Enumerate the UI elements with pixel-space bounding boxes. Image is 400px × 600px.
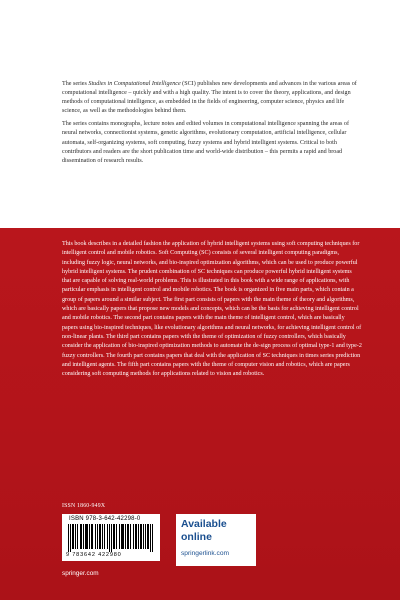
available-online-badge [176, 514, 256, 566]
available-label: Available [181, 518, 227, 530]
series-text-a: The series [62, 81, 89, 87]
issn-label: ISSN 1860-949X [62, 503, 106, 509]
series-title-italic: Studies in Computational Intelligence [88, 81, 181, 87]
barcode-block [62, 514, 160, 561]
isbn-label: ISBN 978-3-642-42298-0 [69, 516, 141, 522]
barcode-image [68, 524, 154, 552]
barcode-digits: 9 783642 422980 [66, 552, 122, 558]
online-label: online [181, 531, 212, 543]
publisher-url: springer.com [62, 570, 99, 577]
book-description: This book describes in a detailed fashion the application of hybrid intelligent systems using soft computing techniques for intelligent control and mobile robotics. Soft Computing (SC) consists of several intelligent computing paradigms, including fuzzy logic, neural networks, and bio-inspired optimization algorithms, which can be used to produce powerful hybrid intelligent systems. The prudent combination of SC techniques can produce powerful hybrid intelligent systems that are capable of solving real-world problems. This is illustrated in this book with a wide range of applications, with particular emphasis in intelligent control and mobile robotics. The book is organized in five main parts, which contain a group of papers around a similar subject. The first part consists of papers with the main theme of theory and algorithms, which are basically papers that propose new models and concepts, which can be the basis for achieving intelligent control and mobile robotics. The second part contains papers with the main theme of intelligent control, which are basically papers using bio-inspired techniques, like evolutionary algorithms and neural networks, for achieving intelligent control of non-linear plants. The third part contains papers with the theme of optimization of fuzzy controllers, which basically consider the application of bio-inspired optimization methods to automate the de-sign process of optimal type-1 and type-2 fuzzy controllers. The fourth part contains papers that deal with the application of SC techniques in times series prediction and intelligent agents. The fifth part contains papers with the theme of computer vision and robotics, which are papers considering soft computing methods for applications related to vision and robotics. [62, 241, 362, 378]
series-text-b: (SCI) publishes new developments and advances in the various areas of computational intelligence – quickly and with a high quality. The intent is to cover the theory, applications, and design methods of computational intelligence, as embedded in the fields of engineering, computer science, physics and life science, as well as the methodologies behind them. [62, 81, 357, 115]
series-paragraph-2: The series contains monographs, lecture notes and edited volumes in computational intelligence spanning the areas of neural networks, connectionist systems, genetic algorithms, evolutionary computation, artificial intelligence, cellular automata, self-organizing systems, soft computing, fuzzy systems and hybrid intelligent systems. Critical to both contributors and readers are the short publication time and world-wide distribution – this permits a rapid and broad dissemination of research results. [62, 121, 349, 164]
series-paragraph-1 [62, 80, 362, 116]
series-description [62, 80, 362, 170]
springerlink-url: springerlink.com [181, 550, 230, 557]
cover-top-panel [0, 0, 400, 228]
